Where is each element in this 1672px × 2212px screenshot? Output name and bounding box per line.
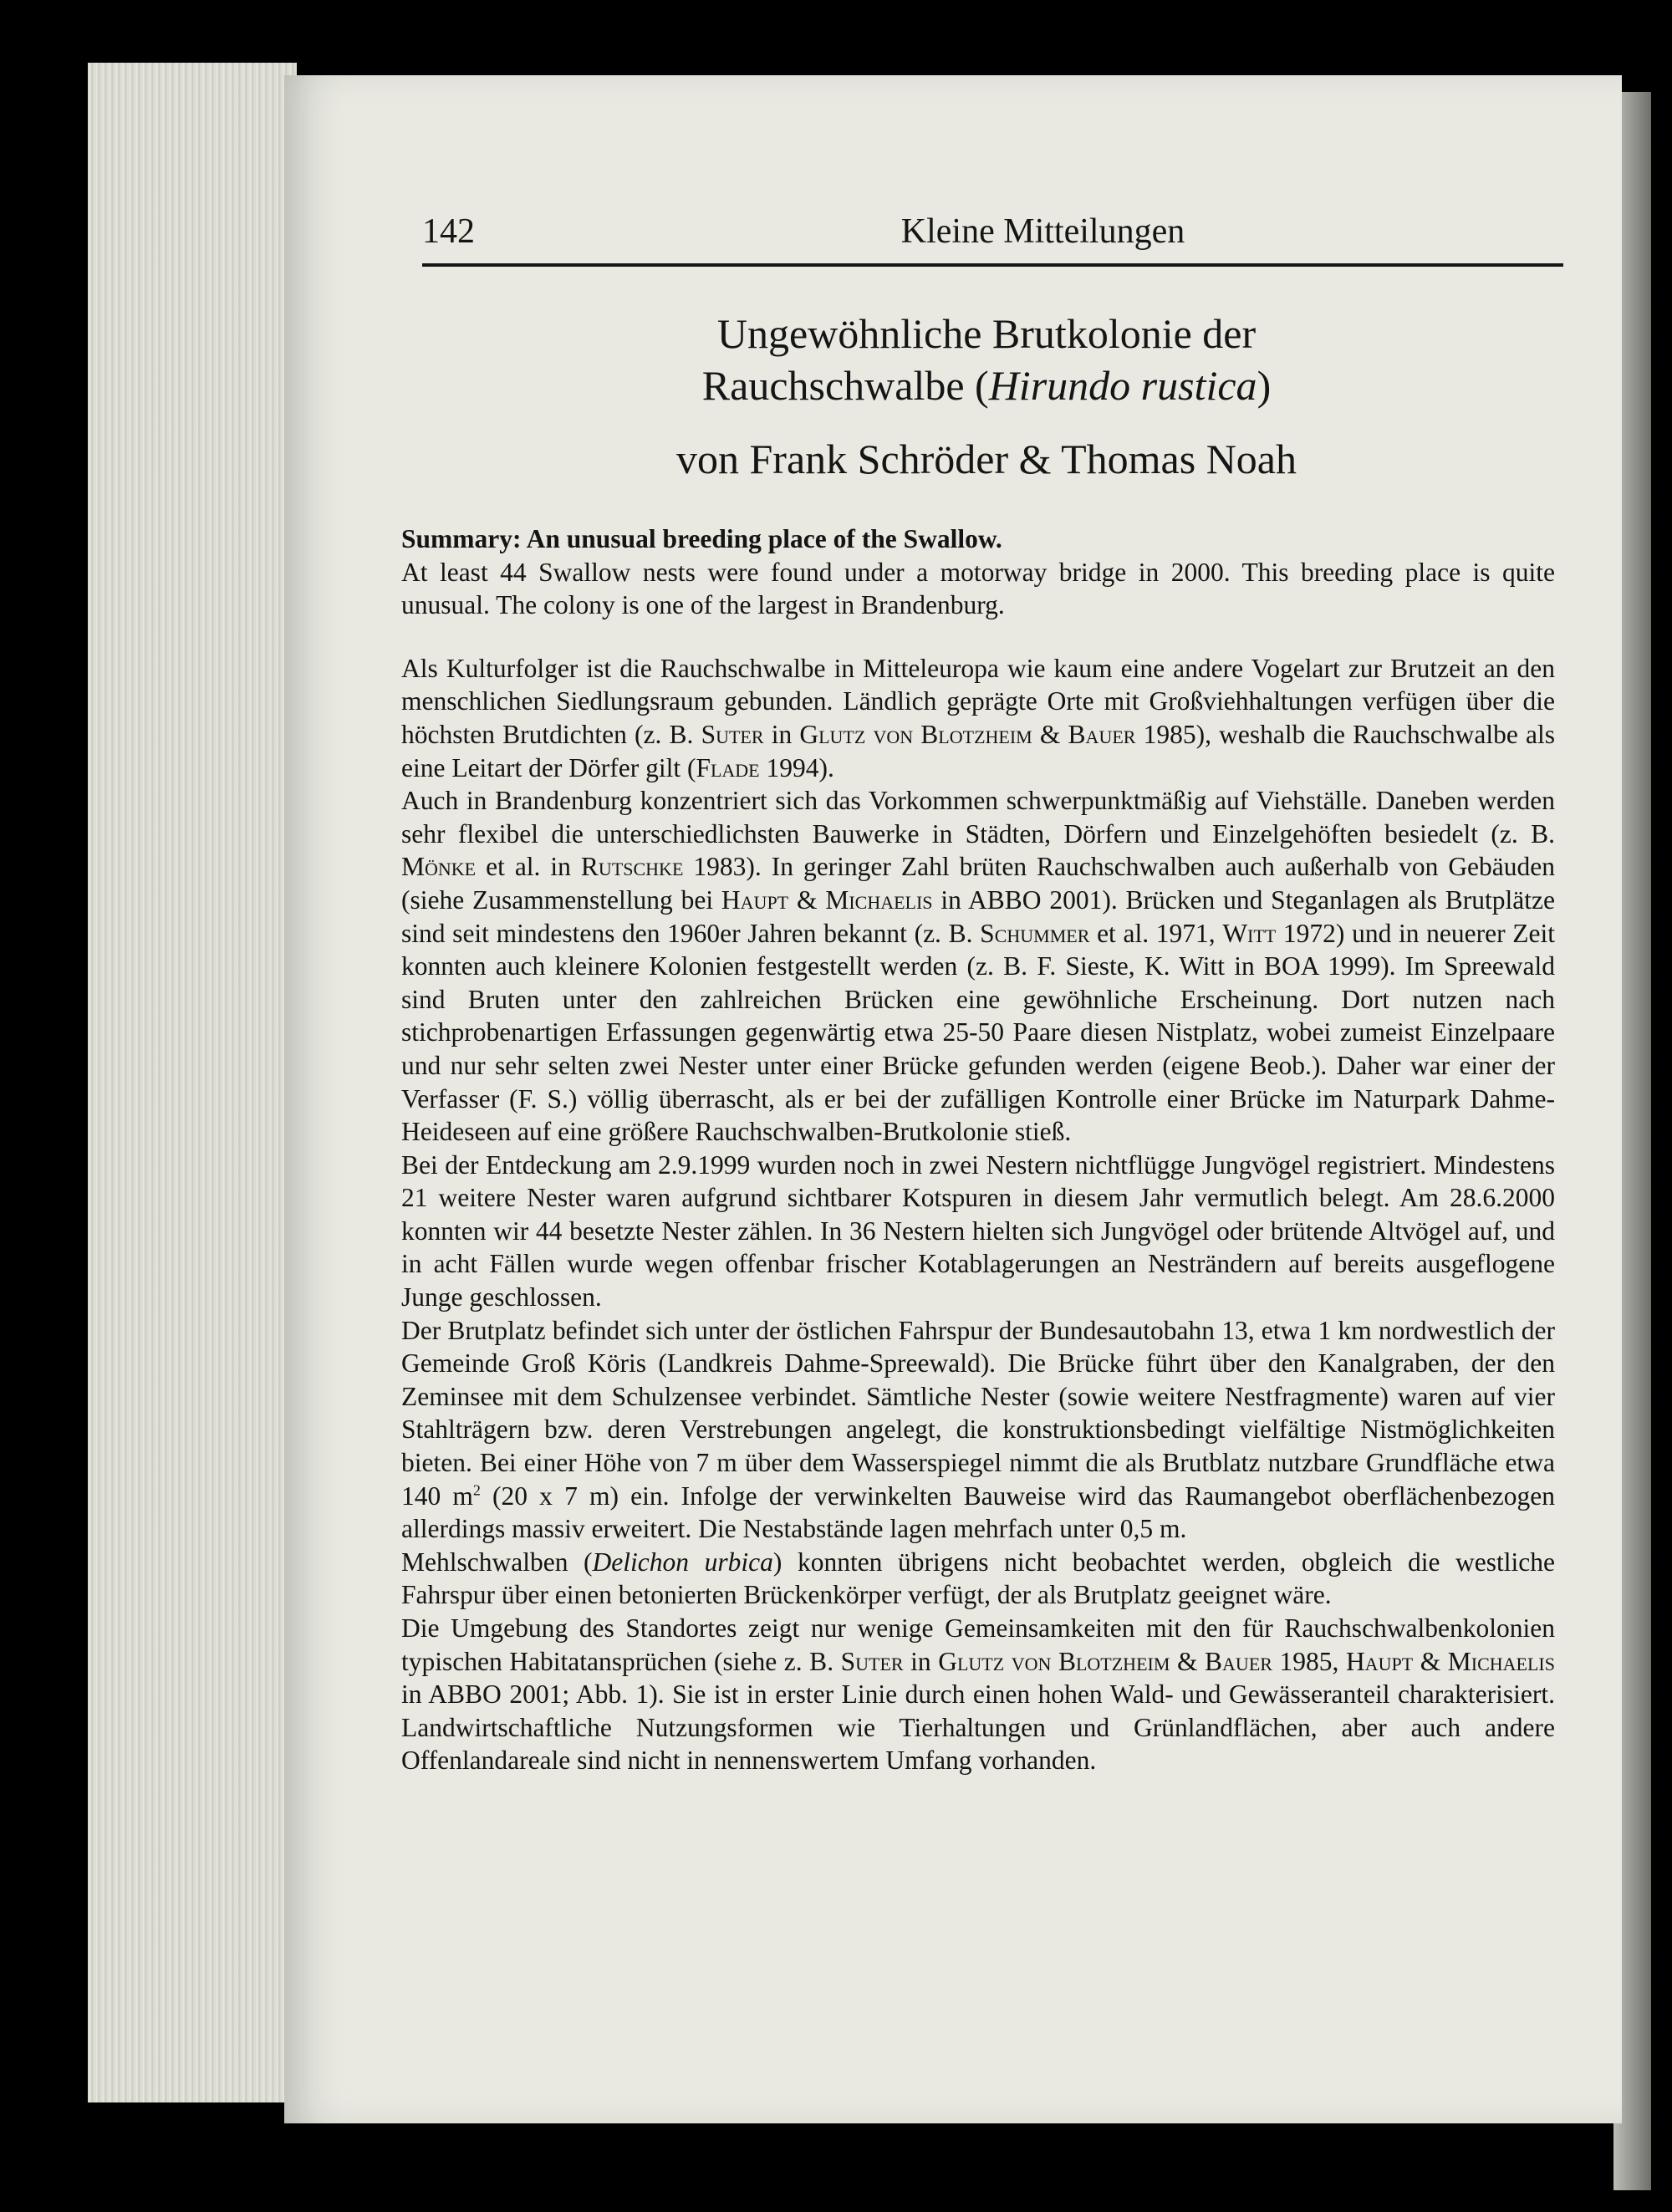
text-run: 1985), weshalb die Rauchschwalbe als eine Leitart der Dörfer gilt ( — [401, 719, 1555, 782]
text-run: 1994). — [759, 752, 834, 782]
text-run: ) konnten übrigens nicht beobachtet werden, obgleich die westliche Fahrspur über einen betonierten Brückenkörper verfügt, der als Brutplatz geeignet wäre. — [401, 1547, 1555, 1610]
page-number: 142 — [422, 212, 475, 251]
text-run: Der Brutplatz befindet sich unter der östlichen Fahrspur der Bundesautobahn 13, etwa 1 km nordwestlich der Gemeinde Groß Köris (Landkreis Dahme-Spreewald). Die Brücke führt über den Kanalgraben, der den Zeminsee mit dem Schulzensee verbindet. Sämtliche Nester (sowie weitere Nestfragmente) waren auf vier Stahlträgern bzw. deren Verstrebungen angelegt, die konstruktionsbedingt vielfältige Nistmöglichkeiten bieten. Bei einer Höhe von 7 m über dem Wasserspiegel nimmt die als Brutblatz nutzbare Grundfläche etwa 140 m — [401, 1315, 1555, 1511]
paragraph-5 — [401, 1546, 1555, 1612]
spacer — [401, 622, 1555, 652]
citation-author: Michaelis — [825, 884, 933, 915]
text-run: in ABBO 2001). Brücken und Steganlagen als Brutplätze sind seit mindestens den 1960er Jahren bekannt (z. B. — [401, 884, 1555, 948]
citation-author: Suter — [701, 719, 764, 749]
citation-author: Mönke — [401, 852, 477, 882]
summary-heading: Summary: An unusual breeding place of the Swallow. — [401, 524, 1002, 553]
text-run: in — [903, 1646, 939, 1676]
text-run: Auch in Brandenburg konzentriert sich das Vorkommen schwerpunktmäßig auf Viehställe. Daneben werden sehr flexibel die unterschiedlichsten Bauwerke in Städten, Dörfern und Einzelgehöften besiedelt (z. B. — [401, 786, 1555, 849]
text-run: 1983). In geringer Zahl brüten Rauchschwalben auch außerhalb von Gebäuden (siehe Zusammenstellung bei — [401, 852, 1556, 915]
title-line-2-suffix: ) — [1257, 362, 1272, 409]
text-run: & — [1413, 1646, 1448, 1676]
paragraph-6 — [401, 1612, 1555, 1777]
page-header — [422, 205, 1563, 267]
title-line-2-prefix: Rauchschwalbe ( — [701, 362, 989, 409]
species-name: Hirundo rustica — [988, 362, 1257, 409]
title-line-2 — [585, 359, 1388, 411]
text-run: 1985, — [1272, 1646, 1346, 1676]
citation-author: Haupt — [721, 884, 789, 915]
authors: von Frank Schröder & Thomas Noah — [675, 436, 1297, 482]
summary-text: At least 44 Swallow nests were found under a motorway bridge in 2000. This breeding place is quite unusual. The colony is one of the largest in Brandenburg. — [401, 557, 1555, 620]
title-line-1: Ungewöhnliche Brutkolonie der — [716, 310, 1257, 357]
paragraph-2 — [401, 784, 1555, 1149]
citation-author: Schummer — [980, 918, 1090, 948]
article-body — [401, 522, 1555, 1777]
paragraph-3: Bei der Entdeckung am 2.9.1999 wurden noch in zwei Nestern nichtflügge Jungvögel registriert. Mindestens 21 weitere Nester waren aufgrund sichtbarer Kotspuren in diesem Jahr vermutlich belegt. Am 28.6.2000 konnten wir 44 besetzte Nester zählen. In 36 Nestern hielten sich Jungvögel oder brütende Altvögel auf, und in acht Fällen wurde wegen offenbar frischer Kotablagerungen an Nesträndern auf bereits ausgeflogene Junge geschlossen. — [401, 1149, 1555, 1312]
text-run: (20 x 7 m) ein. Infolge der verwinkelten Bauweise wird das Raumangebot oberflächenbezogen allerdings massiv erweitert. Die Nestabstände lagen mehrfach unter 0,5 m. — [401, 1481, 1555, 1544]
paragraph-1 — [401, 652, 1555, 784]
citation-author: Suter — [840, 1646, 904, 1676]
text-run: Die Umgebung des Standortes zeigt nur wenige Gemeinsamkeiten mit den für Rauchschwalbenkolonien typischen Habitatansprüchen (siehe z. B. — [401, 1613, 1555, 1676]
page-edges — [88, 63, 297, 2102]
running-title: Kleine Mitteilungen — [900, 212, 1185, 251]
text-run: & — [788, 884, 826, 915]
citation-author: Michaelis — [1447, 1646, 1555, 1676]
text-run: et al. in — [476, 852, 581, 882]
text-run: in — [763, 719, 800, 749]
paragraph-4 — [401, 1314, 1555, 1546]
citation-author: Flade — [696, 752, 760, 782]
citation-author: Glutz von Blotzheim — [799, 719, 1032, 749]
superscript: 2 — [472, 1481, 481, 1499]
citation-author: Witt — [1222, 918, 1277, 948]
article-title — [585, 308, 1388, 411]
citation-author: Rutschke — [580, 852, 684, 882]
text-run: & — [1032, 719, 1068, 749]
citation-author: Bauer — [1205, 1646, 1272, 1676]
citation-author: Glutz von Blotzheim — [938, 1646, 1170, 1676]
text-run: et al. 1971, — [1089, 918, 1223, 948]
text-run: & — [1170, 1646, 1206, 1676]
citation-author: Bauer — [1068, 719, 1136, 749]
citation-author: Haupt — [1345, 1646, 1414, 1676]
text-run: Als Kulturfolger ist die Rauchschwalbe in Mitteleuropa wie kaum eine andere Vogelart zur Brutzeit an den menschlichen Siedlungsraum gebunden. Ländlich geprägte Orte mit Großviehhaltungen verfügen über die höchsten Brutdichten (z. B. — [401, 653, 1555, 749]
text-run: 1972) und in neuerer Zeit konnten auch kleinere Kolonien festgestellt werden (z. B. F. Sieste, K. Witt in BOA 1999). Im Spreewald sind Bruten unter den zahlreichen Brücken eine gewöhnliche Erscheinung. Dort nutzen nach stichprobenartigen Erfassungen gegenwärtig etwa 25-50 Paare diesen Nistplatz, wobei zumeist Einzelpaare und nur sehr selten zwei Nester unter einer Brücke gefunden werden (eigene Beob.). Daher war einer der Verfasser (F. S.) völlig überrascht, als er bei der zufälligen Kontrolle einer Brücke im Naturpark Dahme-Heideseen auf eine größere Rauchschwalben-Brutkolonie stieß. — [401, 918, 1556, 1147]
text-run: Mehlschwalben ( — [401, 1547, 593, 1577]
text-run: in ABBO 2001; Abb. 1). Sie ist in erster Linie durch einen hohen Wald- und Gewässeranteil charakterisiert. Landwirtschaftliche Nutzungsformen wie Tierhaltungen und Grünlandflächen, aber auch andere Offenlandareale sind nicht in nennenswertem Umfang vorhanden. — [401, 1679, 1555, 1776]
species-name: Delichon urbica — [592, 1547, 773, 1577]
